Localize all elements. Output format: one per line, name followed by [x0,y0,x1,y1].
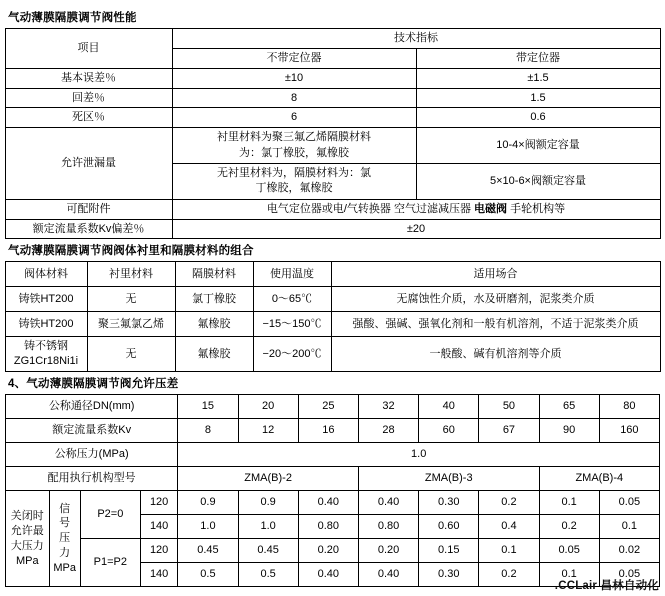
accessories-value [172,199,660,219]
cell-diaphragm-material: 氯丁橡胶 [175,287,253,312]
label-line: 信 [59,502,71,515]
cell-actuator-model: ZMA(B)-2 [178,467,359,491]
cell-nominal-pressure-value: 1.0 [178,443,660,467]
cell-pressure: 0.5 [238,563,298,587]
table-row [5,219,660,239]
col-with-positioner: 带定位器 [416,48,660,68]
cell-dn: 80 [599,395,659,419]
table-row [5,287,660,312]
col-without-positioner: 不带定位器 [172,48,416,68]
table-row [5,29,660,49]
cell-body-material-line1: 铸不锈钢 [24,340,68,353]
cell-pressure: 0.45 [178,539,238,563]
cell-pressure: 0.05 [599,491,659,515]
cell-pressure: 0.05 [539,539,599,563]
label-line: MPa [15,554,39,567]
cell-dn: 32 [358,395,418,419]
cell-diaphragm-material: 氟橡胶 [175,312,253,337]
accessories-value-post: 手轮机构等 [507,202,566,215]
cell-pressure: 0.15 [419,539,479,563]
header-body-material: 阀体材料 [5,262,87,287]
cell-body-material [5,337,87,372]
cell-pressure: 0.02 [599,539,659,563]
label-p1-equals-p2: P1=P2 [80,539,140,587]
section-title-2: 气动薄膜隔膜调节阀阀体衬里和隔膜材料的组合 [8,245,254,258]
cell-pressure: 0.45 [238,539,298,563]
leakage-desc-2 [172,164,416,200]
table-row [6,395,660,419]
label-nominal-diameter: 公称通径DN(mm) [6,395,178,419]
label-line: 压 [59,532,71,545]
accessories-value-pre: 电气定位器或电/气转换器 空气过滤减压器 [266,202,475,215]
row-label-hysteresis: 回差％ [5,88,172,108]
cell-pressure: 0.2 [479,491,539,515]
header-lining-material: 衬里材料 [87,262,175,287]
cell-pressure: 0.80 [358,515,418,539]
cell-lining-material: 聚三氟氯乙烯 [87,312,175,337]
leakage-desc-1-line1: 衬里材料为聚三氟乙烯隔膜材料 [217,131,371,144]
cell-diaphragm-material: 氟橡胶 [175,337,253,372]
header-diaphragm-material: 隔膜材料 [175,262,253,287]
accessories-value-bold: 电磁阀 [474,202,508,215]
cell-application: 无腐蚀性介质，水及研磨剂，泥浆类介质 [331,287,660,312]
cell-dn: 50 [479,395,539,419]
section-title-3: 4、气动薄膜隔膜调节阀允许压差 [8,378,179,391]
cell-pressure: 0.1 [539,491,599,515]
label-actuator-model: 配用执行机构型号 [6,467,178,491]
cell-pressure: 0.5 [178,563,238,587]
cell-pressure: 1.0 [178,515,238,539]
cell-pressure: 0.20 [298,539,358,563]
cell-pressure: 0.60 [419,515,479,539]
table-row [5,337,660,372]
cell-value: ±1.5 [416,68,660,88]
cell-actuator-model: ZMA(B)-3 [358,467,539,491]
cell-signal-value: 140 [140,563,177,587]
allowable-pressure-differential-table [5,394,660,587]
cell-temperature: −15～150℃ [253,312,331,337]
table-row [5,199,660,219]
cell-signal-value: 120 [140,491,177,515]
cell-body-material: 铸铁HT200 [5,312,87,337]
cell-pressure: 0.40 [298,491,358,515]
cell-kv: 28 [358,419,418,443]
cell-pressure: 0.40 [358,563,418,587]
cell-dn: 20 [238,395,298,419]
cell-pressure: 0.1 [599,515,659,539]
label-line: 号 [59,517,71,530]
cell-kv: 67 [479,419,539,443]
table-row [6,467,660,491]
table-row [5,312,660,337]
cell-pressure: 0.2 [479,563,539,587]
cell-temperature: −20～200℃ [253,337,331,372]
cell-kv: 160 [599,419,659,443]
cell-actuator-model: ZMA(B)-4 [539,467,659,491]
cell-dn: 65 [539,395,599,419]
label-line: 大压力 [10,539,44,552]
leakage-desc-1 [172,128,416,164]
leakage-desc-2-line2: 丁橡胶，氟橡胶 [255,182,333,195]
cell-kv: 16 [298,419,358,443]
header-temperature: 使用温度 [253,262,331,287]
col-item-header: 项目 [5,29,172,69]
cell-pressure: 0.40 [298,563,358,587]
cell-pressure: 0.30 [419,563,479,587]
cell-value: 6 [172,108,416,128]
cell-dn: 40 [419,395,479,419]
row-label-basic-error: 基本误差％ [5,68,172,88]
cell-temperature: 0～65℃ [253,287,331,312]
cell-pressure: 0.1 [479,539,539,563]
cell-signal-value: 120 [140,539,177,563]
cell-pressure: 0.2 [539,515,599,539]
cell-value: 1.5 [416,88,660,108]
cell-kv: 12 [238,419,298,443]
cell-value: ±10 [172,68,416,88]
cell-dn: 25 [298,395,358,419]
row-label-leakage: 允许泄漏量 [5,128,172,200]
performance-table [5,28,661,239]
cell-pressure: 0.80 [298,515,358,539]
kv-deviation-value: ±20 [172,219,660,239]
label-line: 力 [59,547,71,560]
row-label-accessories: 可配附件 [5,199,172,219]
cell-pressure: 0.9 [238,491,298,515]
table-row [6,539,660,563]
material-combination-table [5,261,661,372]
cell-value: 8 [172,88,416,108]
label-rated-kv: 额定流量系数Kv [6,419,178,443]
cell-kv: 90 [539,419,599,443]
cell-pressure: 1.0 [238,515,298,539]
cell-kv: 60 [419,419,479,443]
footer-watermark: .CCLair 昌林自动化 [554,580,659,592]
leakage-desc-1-line2: 为：氯丁橡胶，氟橡胶 [239,146,349,159]
cell-application: 一般酸、碱有机溶剂等介质 [331,337,660,372]
cell-application: 强酸、强碱、强氧化剂和一般有机溶剂，不适于泥浆类介质 [331,312,660,337]
cell-pressure: 0.40 [358,491,418,515]
cell-pressure: 0.9 [178,491,238,515]
cell-dn: 15 [178,395,238,419]
table-row [5,88,660,108]
cell-body-material-line2: ZG1Cr18Ni1i [13,355,79,368]
table-row [5,128,660,164]
cell-pressure: 0.05 [599,563,659,587]
table-row [5,68,660,88]
cell-pressure: 0.20 [358,539,418,563]
leakage-value-2: 5×10-6×阀额定容量 [416,164,660,200]
cell-kv: 8 [178,419,238,443]
table-row [5,262,660,287]
label-signal-pressure [49,491,80,587]
table-row [6,491,660,515]
tech-index-header: 技术指标 [172,29,660,49]
leakage-value-1: 10-4×阀额定容量 [416,128,660,164]
cell-lining-material: 无 [87,287,175,312]
cell-value: 0.6 [416,108,660,128]
leakage-desc-2-line1: 无衬里材料为，隔膜材料为：氯 [217,167,371,179]
section-title-1: 气动薄膜隔膜调节阀性能 [8,12,137,24]
header-application: 适用场合 [331,262,660,287]
row-label-kv-deviation: 额定流量系数Kv偏差％ [5,219,172,239]
label-p2-zero: P2=0 [80,491,140,539]
table-row [5,108,660,128]
cell-pressure: 0.30 [419,491,479,515]
cell-pressure: 0.4 [479,515,539,539]
table-row [6,443,660,467]
table-row [6,419,660,443]
cell-lining-material: 无 [87,337,175,372]
cell-signal-value: 140 [140,515,177,539]
label-nominal-pressure: 公称压力(MPa) [6,443,178,467]
cell-body-material: 铸铁HT200 [5,287,87,312]
label-max-closing-pressure [6,491,50,587]
row-label-deadband: 死区％ [5,108,172,128]
label-line: MPa [53,561,76,574]
label-line: 关闭时 [10,509,44,522]
cell-pressure: 0.1 [539,563,599,587]
label-line: 允许最 [10,524,44,537]
